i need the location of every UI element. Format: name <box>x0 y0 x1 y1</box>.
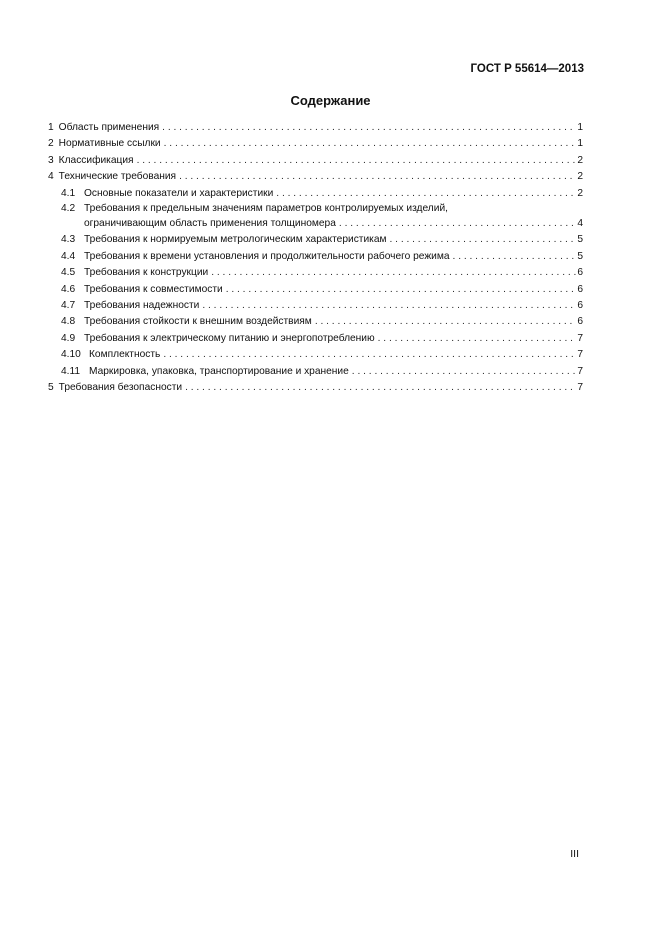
toc-entry-4-6[interactable] <box>48 282 583 298</box>
toc-entry-page: 5 <box>577 234 583 246</box>
toc-entry-number: 4.2 <box>61 203 76 215</box>
dot-leader <box>387 232 577 248</box>
toc-entry-text: Требования надежности <box>84 300 200 312</box>
toc-entry-text: Комплектность <box>89 349 161 361</box>
toc-entry-text: Требования к электрическому питанию и энергопотреблению <box>84 332 375 344</box>
dot-leader <box>159 120 576 136</box>
dot-leader <box>176 169 576 185</box>
dot-leader <box>336 216 576 232</box>
dot-leader <box>450 249 576 265</box>
toc-entry-text: Требования к нормируемым метрологическим характеристикам <box>84 234 387 246</box>
toc-entry-number: 2 <box>48 138 54 150</box>
toc-entry-4-8[interactable] <box>48 314 583 330</box>
toc-entry-page: 6 <box>577 316 583 328</box>
dot-leader <box>375 331 576 347</box>
toc-entry-5[interactable] <box>48 380 583 396</box>
toc-entry-page: 7 <box>577 332 583 344</box>
toc-entry-page: 1 <box>577 122 583 133</box>
toc-entry-page: 6 <box>577 267 583 279</box>
toc-entry-text: Область применения <box>58 122 160 133</box>
toc-entry-4-7[interactable] <box>48 298 583 314</box>
toc-entry-text-continued: ограничивающим область применения толщиномера <box>84 218 336 230</box>
toc-entry-page: 2 <box>577 187 583 199</box>
table-of-contents <box>48 120 583 397</box>
toc-entry-4[interactable] <box>48 169 583 185</box>
toc-entry-text: Требования стойкости к внешним воздействиям <box>84 316 312 328</box>
dot-leader <box>199 298 576 314</box>
toc-entry-number: 4.10 <box>61 349 81 361</box>
dot-leader <box>208 265 576 281</box>
dot-leader <box>312 314 576 330</box>
toc-entry-page: 1 <box>577 138 583 150</box>
toc-entry-page: 4 <box>577 218 583 230</box>
toc-entry-3[interactable] <box>48 153 583 169</box>
toc-entry-1[interactable] <box>48 120 583 136</box>
toc-entry-number: 4.7 <box>61 300 76 312</box>
toc-entry-4-2[interactable] <box>48 202 583 232</box>
dot-leader <box>273 186 576 202</box>
toc-entry-page: 7 <box>577 349 583 361</box>
toc-entry-number: 5 <box>48 382 54 394</box>
toc-entry-4-1[interactable] <box>48 186 583 202</box>
toc-title: Содержание <box>290 93 371 108</box>
toc-entry-number: 1 <box>48 122 54 133</box>
toc-entry-number: 4.3 <box>61 234 76 246</box>
dot-leader <box>161 136 576 152</box>
toc-entry-4-10[interactable] <box>48 347 583 363</box>
toc-entry-page: 6 <box>577 283 583 295</box>
standard-code: ГОСТ Р 55614—2013 <box>470 63 584 75</box>
toc-entry-text: Маркировка, упаковка, транспортирование и хранение <box>89 365 349 377</box>
toc-entry-page: 2 <box>577 154 583 166</box>
toc-entry-page: 7 <box>577 365 583 377</box>
toc-entry-text: Требования безопасности <box>58 382 183 394</box>
toc-entry-text: Нормативные ссылки <box>58 138 161 150</box>
toc-entry-number: 4.9 <box>61 332 76 344</box>
toc-entry-number: 4.11 <box>61 365 81 377</box>
toc-entry-number: 4.1 <box>61 187 76 199</box>
dot-leader <box>223 282 576 298</box>
toc-entry-4-4[interactable] <box>48 249 583 265</box>
toc-entry-number: 3 <box>48 154 54 166</box>
toc-entry-text: Основные показатели и характеристики <box>84 187 274 199</box>
toc-entry-4-5[interactable] <box>48 265 583 281</box>
toc-entry-4-9[interactable] <box>48 331 583 347</box>
toc-entry-number: 4.5 <box>61 267 76 279</box>
toc-entry-number: 4.4 <box>61 250 76 262</box>
dot-leader <box>349 364 576 380</box>
page-number: III <box>570 848 579 860</box>
toc-entry-2[interactable] <box>48 136 583 152</box>
toc-entry-page: 5 <box>577 250 583 262</box>
dot-leader <box>182 380 576 396</box>
toc-entry-page: 7 <box>577 382 583 394</box>
dot-leader <box>134 153 576 169</box>
toc-entry-number: 4 <box>48 171 54 183</box>
toc-entry-page: 6 <box>577 300 583 312</box>
toc-entry-text: Требования к совместимости <box>84 283 223 295</box>
toc-entry-text: Технические требования <box>58 171 177 183</box>
toc-entry-text: Требования к конструкции <box>84 267 209 279</box>
toc-entry-text: Требования к предельным значениям параметров контролируемых изделий, <box>84 203 448 215</box>
toc-entry-4-11[interactable] <box>48 364 583 380</box>
toc-entry-number: 4.8 <box>61 316 76 328</box>
toc-entry-4-3[interactable] <box>48 232 583 248</box>
dot-leader <box>160 347 576 363</box>
toc-entry-number: 4.6 <box>61 283 76 295</box>
toc-entry-text: Классификация <box>58 154 134 166</box>
toc-entry-page: 2 <box>577 171 583 183</box>
toc-entry-text: Требования к времени установления и продолжительности рабочего режима <box>84 250 450 262</box>
